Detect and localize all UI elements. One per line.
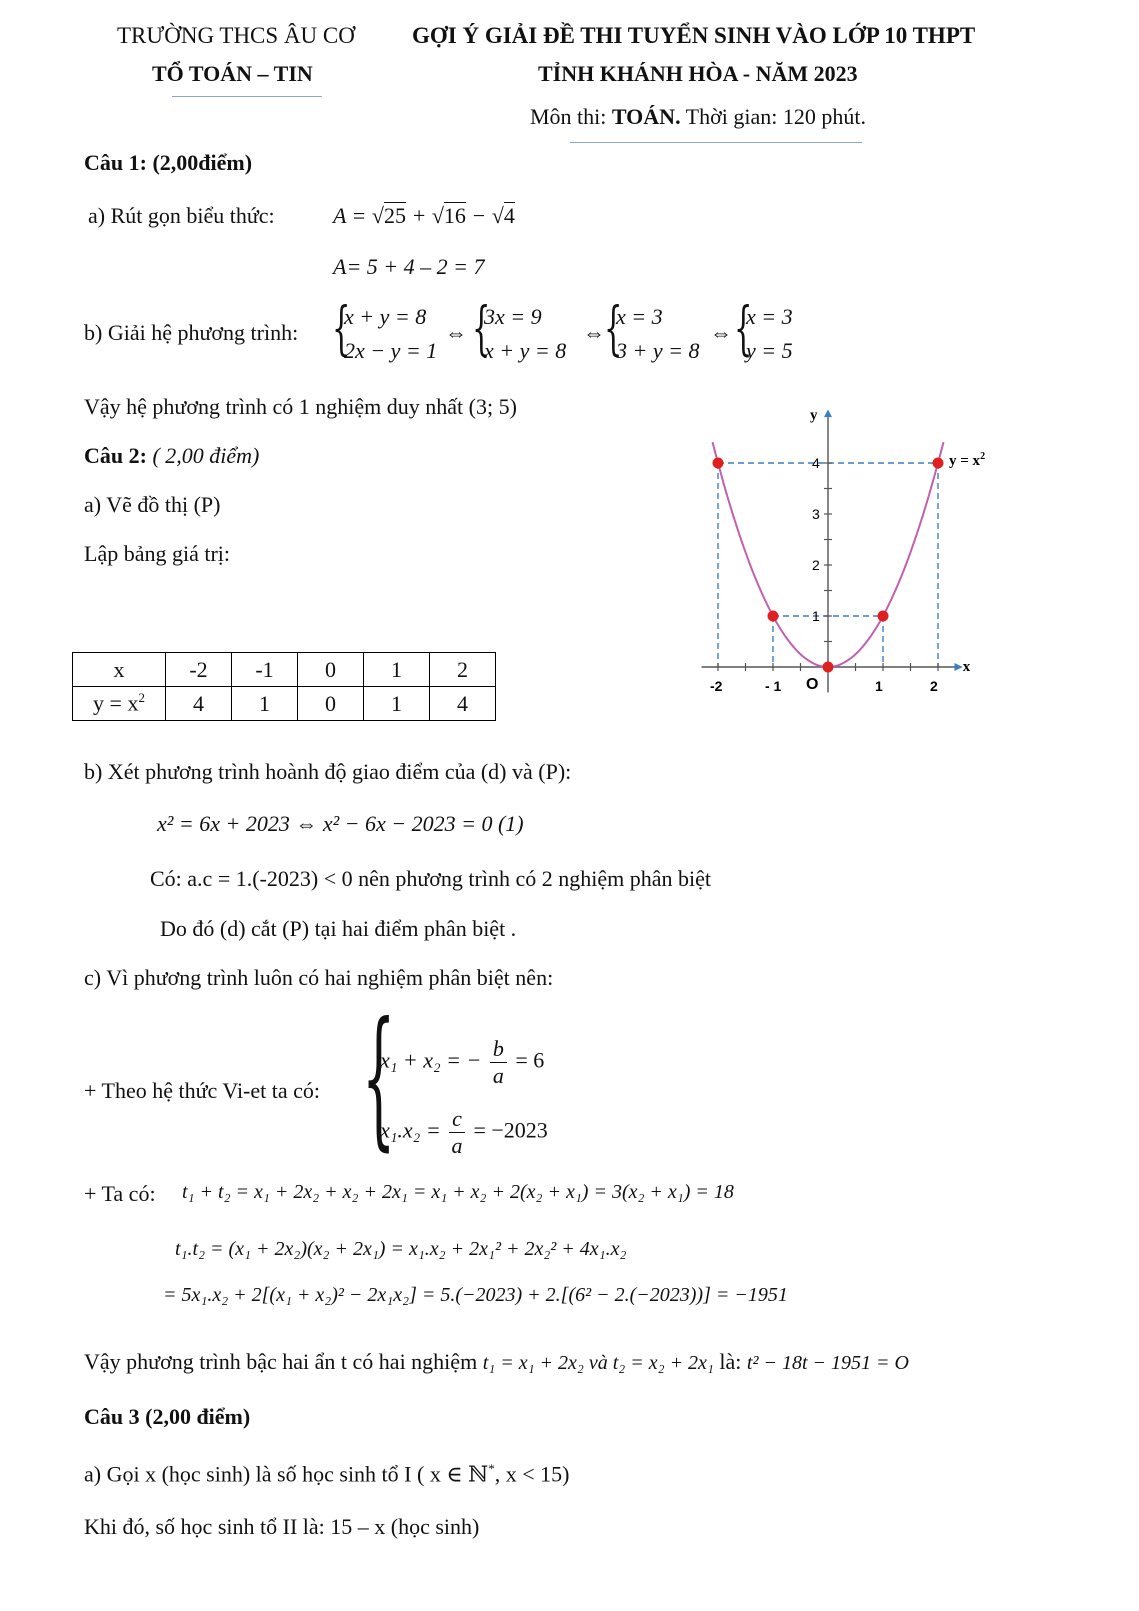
time: Thời gian: 120 phút. (680, 104, 866, 129)
table-cell: 0 (298, 653, 364, 687)
product-equation-2: = 5x₁.x₂ + 2[(x₁ + x₂)² − 2x₁x₂] = 5.(−2023) + 2.[(6² − 2.(−2023))] = −1951 (163, 1284, 788, 1306)
subject-prefix: Môn thi: (530, 104, 612, 129)
viet-sum-denominator: a (492, 1063, 504, 1088)
q2-final-la: là: (713, 1349, 742, 1374)
header-divider-left (172, 96, 322, 97)
q3-a-text-pre: a) Gọi x (học sinh) là số học sinh tổ I ( x ∈ ℕ (84, 1461, 489, 1487)
table-row (73, 687, 496, 721)
q2-table-label: Lập bảng giá trị: (84, 541, 231, 566)
table-head-y (73, 687, 166, 721)
table-cell: 4 (430, 687, 496, 721)
table-head-x: x (73, 653, 166, 687)
province-year: TỈNH KHÁNH HÒA - NĂM 2023 (538, 61, 858, 86)
school-name: TRƯỜNG THCS ÂU CƠ (117, 23, 355, 48)
viet-prod-lhs: x₁.x₂ = (380, 1117, 441, 1143)
q2-final-roots: t₁ = x₁ + 2x₂ và t₂ = x₂ + 2x₁ (482, 1352, 714, 1374)
q2-b-text: b) Xét phương trình hoành độ giao điểm của (d) và (P): (84, 759, 572, 784)
table-cell: 1 (232, 687, 298, 721)
q1-a-expression: A = √25 + √16 − √4 (333, 203, 515, 228)
q1-a-label: a) Rút gọn biểu thức: (88, 203, 275, 228)
curve-label (949, 451, 985, 469)
viet-label: + Theo hệ thức Vi-et ta có: (84, 1078, 321, 1103)
q2-final-equation: t² − 18t − 1951 = O (746, 1352, 909, 1374)
product-equation-1: t₁.t₂ = (x₁ + 2x₂)(x₂ + 2x₁) = x₁.x₂ + 2x₁² + 2x₂² + 4x₁.x₂ (175, 1238, 627, 1260)
sum-equation: t₁ + t₂ = x₁ + 2x₂ + x₂ + 2x₁ = x₁ + x₂ + 2(x₂ + x₁) = 3(x₂ + x₁) = 18 (182, 1181, 734, 1203)
system-2-row-2: x + y = 8 (484, 338, 567, 363)
viet-sum-numerator: b (490, 1036, 507, 1063)
system-1-row-2: 2x − y = 1 (344, 338, 438, 363)
curve-label-text: y = x (949, 453, 981, 469)
subject: TOÁN. (611, 104, 681, 129)
subject-line (530, 104, 866, 130)
table-cell: 0 (298, 687, 364, 721)
q3-a-text-post: , x < 15) (494, 1461, 570, 1487)
x-tick-label: 2 (930, 678, 938, 694)
q3-a-text (84, 1461, 569, 1487)
equiv-2: ⇔ (583, 320, 605, 345)
y-tick-label: 3 (812, 506, 820, 522)
table-head-y-text: y = x (93, 690, 139, 716)
x-tick-label: - 1 (765, 678, 782, 694)
q3-b-text: Khi đó, số học sinh tổ II là: 15 – x (học sinh) (84, 1514, 480, 1539)
q3-heading: Câu 3 (2,00 điểm) (84, 1404, 251, 1429)
curve-label-sup: 2 (980, 451, 986, 462)
q2-heading-bold: Câu 2: (84, 443, 147, 468)
header-divider-right (570, 142, 862, 143)
document-title: GỢI Ý GIẢI ĐỀ THI TUYỂN SINH VÀO LỚP 10 THPT (412, 23, 976, 48)
system-1-row-1: x + y = 8 (344, 304, 427, 329)
viet-prod-numerator: c (449, 1106, 465, 1133)
y-axis-arrow-icon (824, 409, 832, 417)
graph-point (768, 611, 779, 622)
equiv-1: ⇔ (445, 320, 467, 345)
viet-sum-row (380, 1036, 544, 1089)
x-axis-label: x (962, 659, 971, 675)
table-row (73, 653, 496, 687)
q1-a-expr-lhs: A = (333, 203, 372, 228)
graph-point (823, 662, 834, 673)
viet-prod-rhs: = −2023 (473, 1117, 548, 1143)
parabola-graph (690, 405, 1020, 715)
table-cell: -1 (232, 653, 298, 687)
q2-b-equation: x² = 6x + 2023 ⇔ x² − 6x − 2023 = 0 (1) (157, 811, 524, 836)
q2-final (84, 1349, 909, 1375)
graph-point (713, 458, 724, 469)
taco-label: + Ta có: (84, 1181, 156, 1206)
q2-a-label: a) Vẽ đồ thị (P) (84, 492, 221, 517)
system-2-row-1: 3x = 9 (484, 304, 542, 329)
graph-point (878, 611, 889, 622)
x-axis-arrow-icon (955, 663, 963, 671)
q2-b-discriminant: Có: a.c = 1.(-2023) < 0 nên phương trình có 2 nghiệm phân biệt (150, 866, 711, 891)
value-table (72, 652, 496, 721)
y-tick-label: 2 (812, 557, 820, 573)
q2-b-conclusion: Do đó (d) cắt (P) tại hai điểm phân biệt . (160, 916, 517, 941)
table-cell: 4 (166, 687, 232, 721)
graph-point (933, 458, 944, 469)
q1-conclusion: Vậy hệ phương trình có 1 nghiệm duy nhất (3; 5) (84, 394, 517, 419)
system-4-row-2: y = 5 (746, 338, 793, 363)
q1-heading: Câu 1: (2,00điểm) (84, 150, 253, 175)
y-tick-label: 4 (812, 455, 820, 471)
y-tick-label: 1 (812, 608, 820, 624)
q1-a-result: A= 5 + 4 – 2 = 7 (333, 254, 485, 279)
q3-a-sup: * (488, 1461, 495, 1476)
system-3-row-2: 3 + y = 8 (616, 338, 700, 363)
y-axis-label: y (810, 407, 818, 424)
viet-sum-rhs: = 6 (515, 1047, 545, 1073)
table-cell: 1 (364, 687, 430, 721)
system-3-row-1: x = 3 (616, 304, 663, 329)
table-head-y-sup: 2 (138, 690, 145, 706)
table-cell: -2 (166, 653, 232, 687)
equiv-3: ⇔ (710, 320, 732, 345)
viet-prod-denominator: a (451, 1133, 463, 1158)
department: TỔ TOÁN – TIN (152, 61, 313, 86)
table-cell: 1 (364, 653, 430, 687)
x-tick-label: 1 (875, 678, 883, 694)
viet-prod-row (380, 1106, 548, 1159)
q2-heading-italic: ( 2,00 điểm) (146, 443, 260, 468)
q2-c-text: c) Vì phương trình luôn có hai nghiệm phân biệt nên: (84, 965, 554, 990)
origin-label: O (806, 676, 819, 693)
q1-b-label: b) Giải hệ phương trình: (84, 320, 299, 345)
table-cell: 2 (430, 653, 496, 687)
x-tick-label: -2 (710, 678, 723, 694)
viet-sum-lhs: x₁ + x₂ = − (380, 1047, 482, 1073)
system-4-row-1: x = 3 (746, 304, 793, 329)
q2-heading (84, 443, 259, 469)
q2-final-text: Vậy phương trình bậc hai ẩn t có hai nghiệm (84, 1349, 478, 1374)
